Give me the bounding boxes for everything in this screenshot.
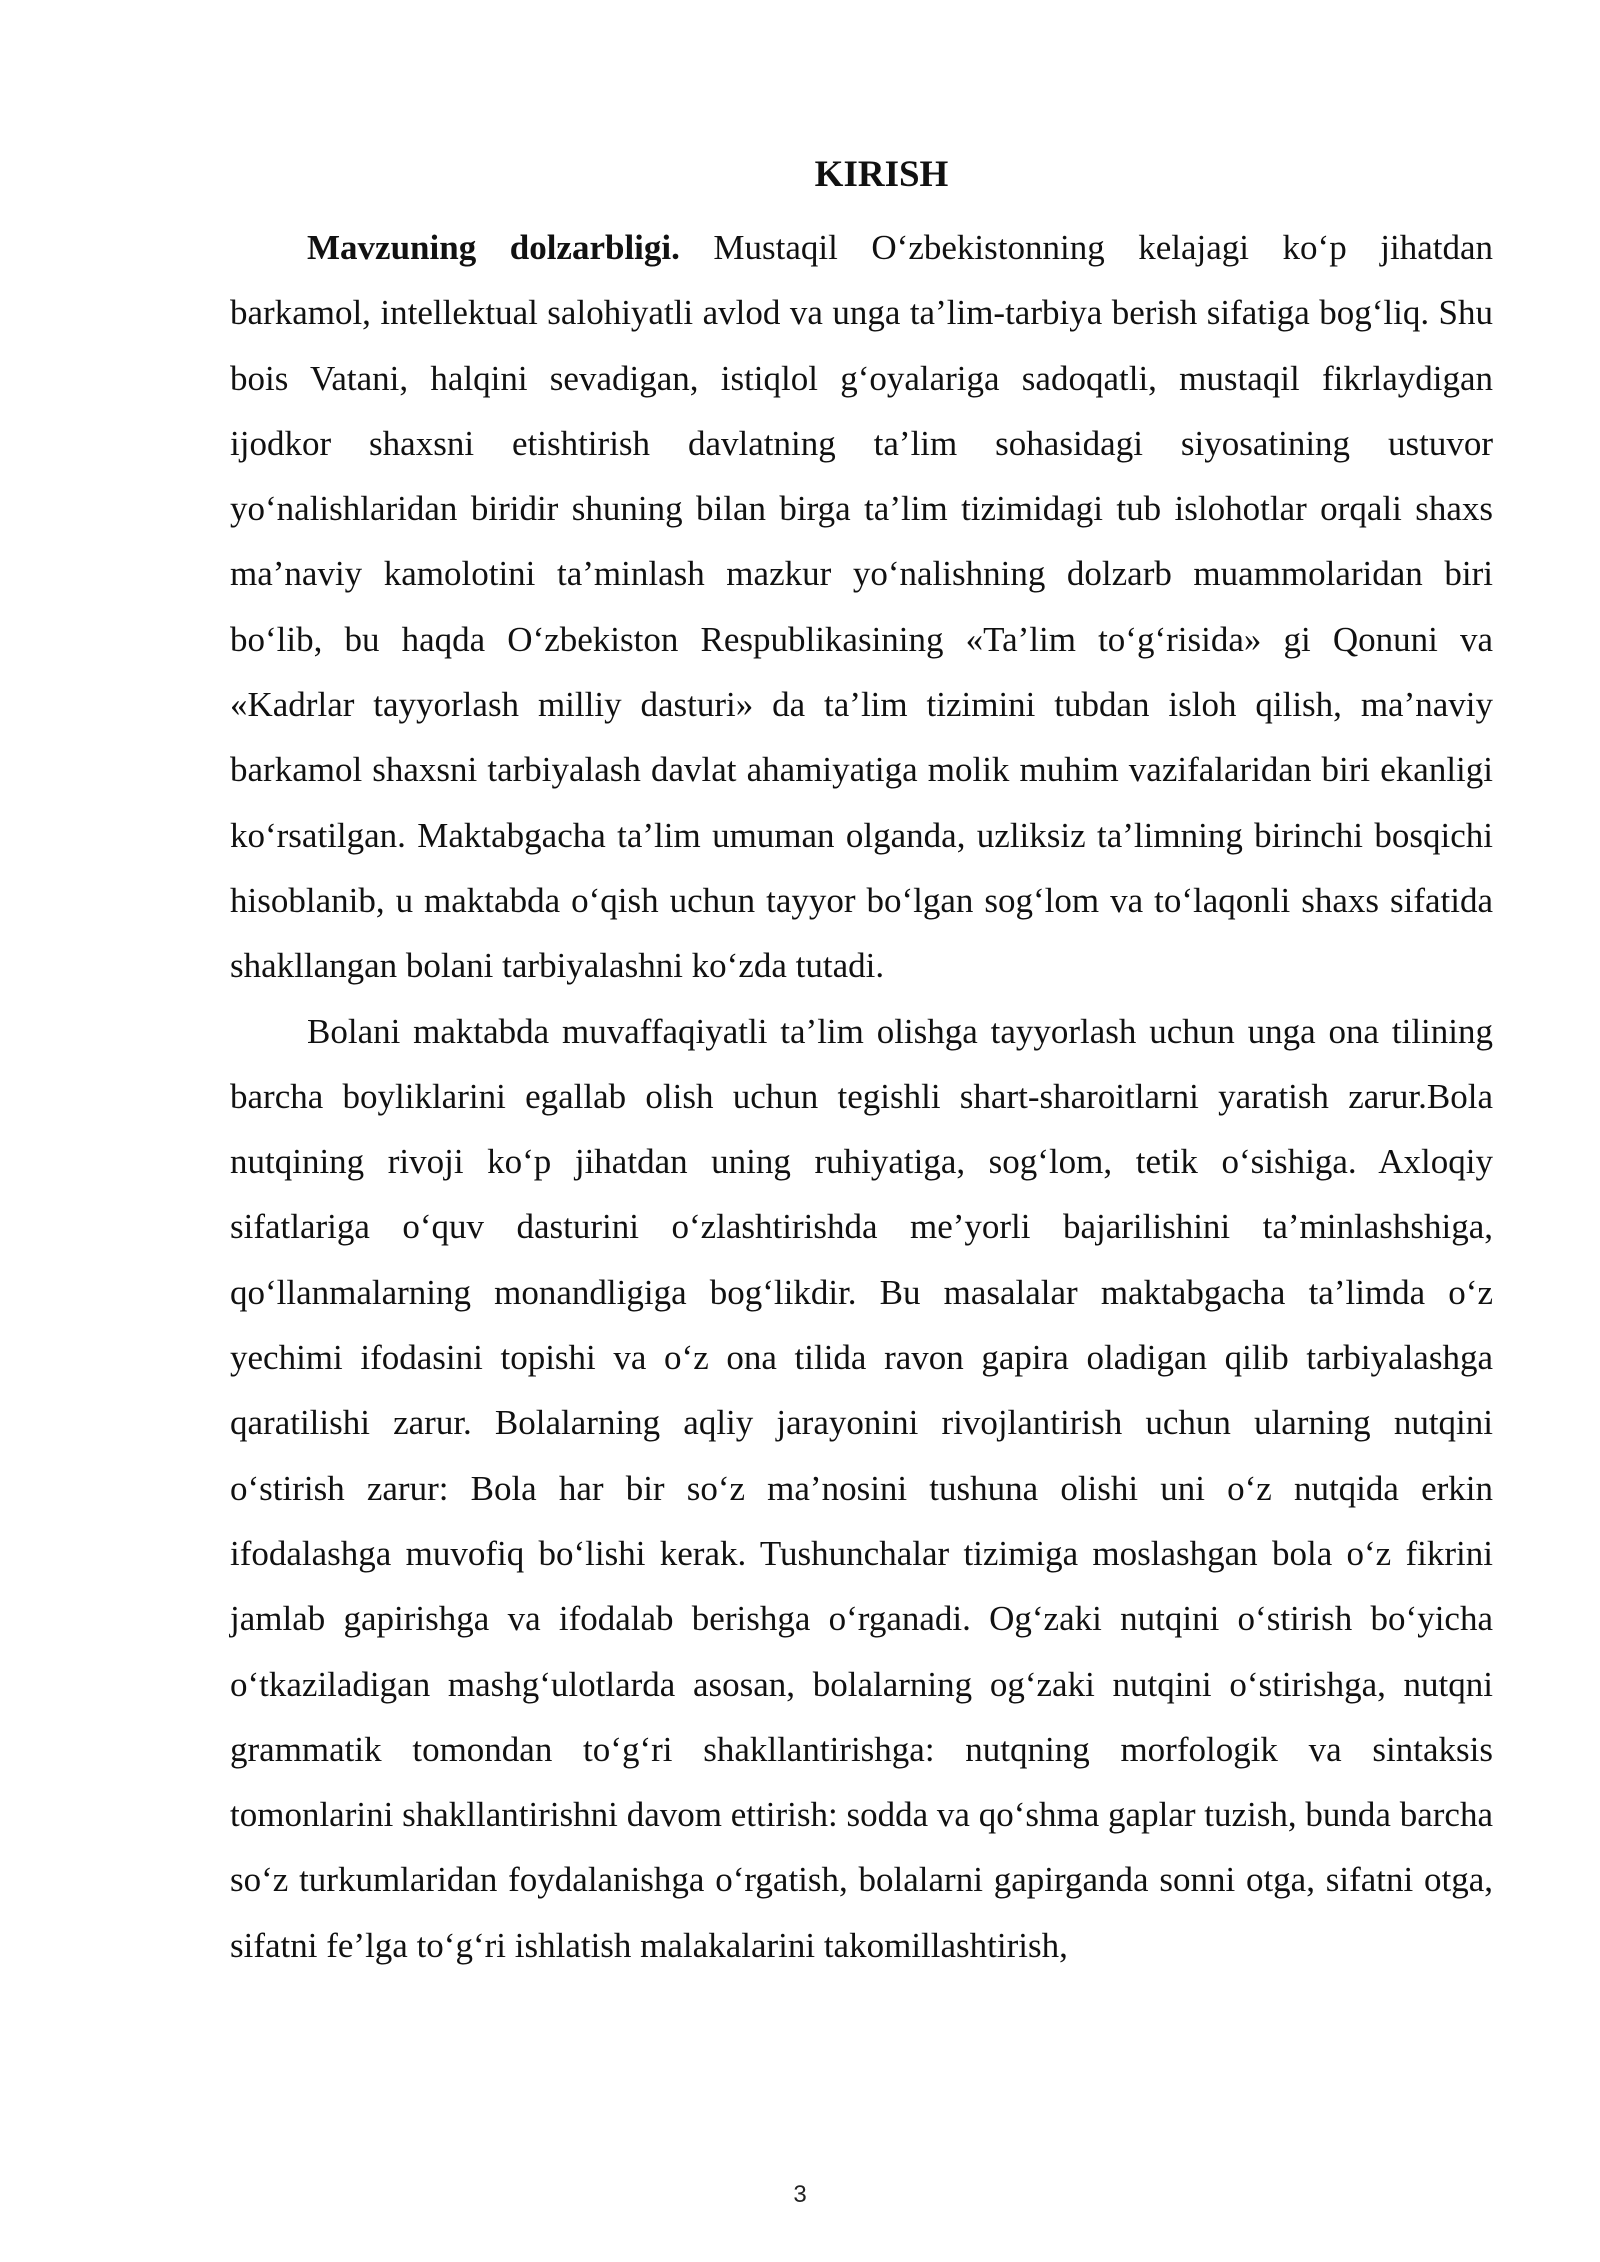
section-heading: KIRISH: [814, 154, 949, 195]
paragraph-lead-title: Mavzuning dolzarbligi.: [307, 228, 680, 267]
page-number: 3: [793, 2181, 807, 2208]
paragraph-body-text: Bolani maktabda muvaffaqiyatli ta’lim olishga tayyorlash uchun unga ona tilining barcha boyliklarini egallab olish uchun tegishli shart-sharoitlarni yaratish zarur.Bola nutqining rivoji ko‘p jihatdan uning ruhiyatiga, sog‘lom, tetik o‘sishiga. Axloqiy sifatlariga o‘quv dasturini o‘zlashtirishda me’yorli bajarilishini ta’minlashshiga, qo‘llanmalarning monandligiga bog‘likdir. Bu masalalar maktabgacha ta’limda o‘z yechimi ifodasini topishi va o‘z ona tilida ravon gapira oladigan qilib tarbiyalashga qaratilishi zarur. Bolalarning aqliy jarayonini rivojlantirish uchun ularning nutqini o‘stirish zarur: Bola har bir so‘z ma’nosini tushuna olishi uni o‘z nutqida erkin ifodalashga muvofiq bo‘lishi kerak. Tushunchalar tizimiga moslashgan bola o‘z fikrini jamlab gapirishga va ifodalab berishga o‘rganadi. Og‘zaki nutqini o‘stirish bo‘yicha o‘tkaziladigan mashg‘ulotlarda asosan, bolalarning og‘zaki nutqini o‘stirishga, nutqni grammatik tomondan to‘g‘ri shakllantirishga: nutqning morfologik va sintaksis tomonlarini shakllantirishni davom ettirish: sodda va qo‘shma gaplar tuzish, bunda barcha so‘z turkumlaridan foydalanishga o‘rgatish, bolalarni gapirganda sonni otga, sifatni otga, sifatni fe’lga to‘g‘ri ishlatish malakalarini takomillashtirish,: [230, 1011, 1493, 1965]
text-body: [230, 150, 1493, 1978]
paragraph-body-text: Mustaqil O‘zbekistonning kelajagi ko‘p jihatdan barkamol, intellektual salohiyatli avlod va unga ta’lim-tarbiya berish sifatiga bog‘liq. Shu bois Vatani, halqini sevadigan, istiqlol g‘oyalariga sadoqatli, mustaqil fikrlaydigan ijodkor shaxsni etishtirish davlatning ta’lim sohasidagi siyosatining ustuvor yo‘nalishlaridan biridir shuning bilan birga ta’lim tizimidagi tub islohotlar orqali shaxs ma’naviy kamolotini ta’minlash mazkur yo‘nalishning dolzarb muammolaridan biri bo‘lib, bu haqda O‘zbekiston Respublikasining «Ta’lim to‘g‘risida» gi Qonuni va «Kadrlar tayyorlash milliy dasturi» da ta’lim tizimini tubdan isloh qilish, ma’naviy barkamol shaxsni tarbiyalash davlat ahamiyatiga molik muhim vazifalaridan biri ekanligi ko‘rsatilgan. Maktabgacha ta’lim umuman olganda, uzliksiz ta’limning birinchi bosqichi hisoblanib, u maktabda o‘qish uchun tayyor bo‘lgan sog‘lom va to‘laqonli shaxs sifatida shakllangan bolani tarbiyalashni ko‘zda tutadi.: [230, 228, 1493, 986]
paragraph-speech-development: [230, 999, 1493, 1978]
paragraph-relevance: [230, 215, 1493, 999]
